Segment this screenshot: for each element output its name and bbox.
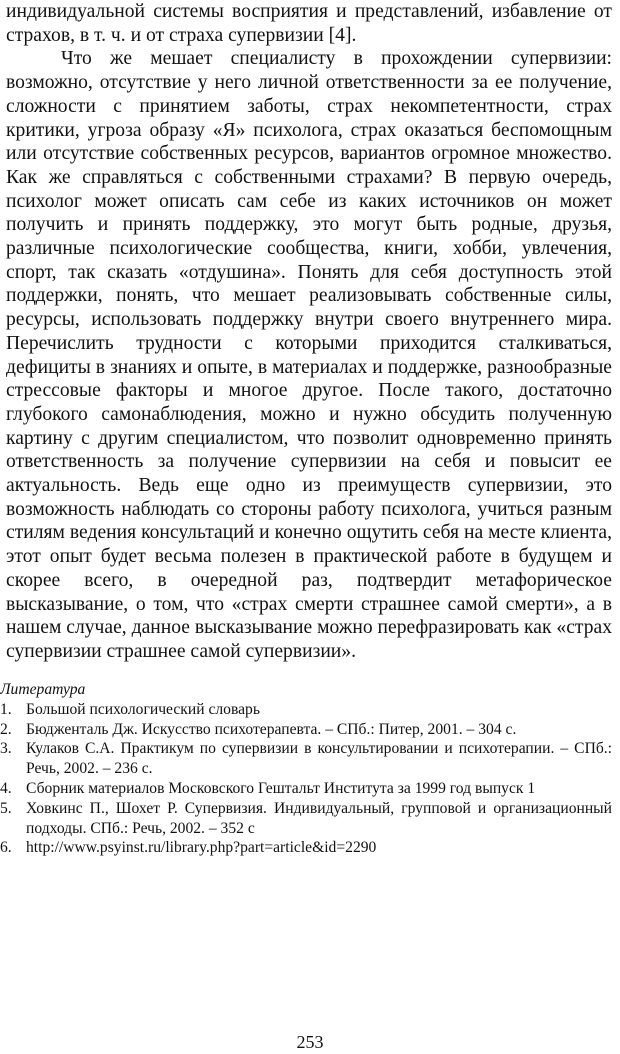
reference-item (0, 779, 612, 799)
reference-number: 2. (0, 720, 12, 738)
reference-item (0, 700, 612, 720)
reference-text: Сборник материалов Московского Гештальт Института за 1999 год выпуск 1 (26, 779, 536, 797)
reference-text: Ховкинс П., Шохет Р. Супервизия. Индивидуальный, групповой и организационный подходы. СПб.: Речь, 2002. – 352 с (26, 799, 612, 837)
reference-url: http://www.psyinst.ru/library.php?part=article&id=2290 (26, 839, 377, 857)
reference-text: Бюдженталь Дж. Искусство психотерапевта. – СПб.: Питер, 2001. – 304 с. (26, 720, 517, 738)
paragraph-supervision-fears: Что же мешает специалисту в прохождении супервизии: возможно, отсутствие у него личной ответственности за ее получение, сложности с принятием заботы, страх некомпетентности, страх критики, угроза образу «Я» психолога, страх оказаться беспомощным или отсутствие собственных ресурсов, вариантов огромное множество. Как же справляться с собственными страхами? В первую очередь, психолог может описать сам себе из каких источников он может получить и принять поддержку, это могут быть родные, друзья, различные психологические сообщества, книги, хобби, увлечения, спорт, так сказать «отдушина». Понять для себя доступность этой поддержки, понять, что мешает реализовывать собственные силы, ресурсы, использовать поддержку внутри своего внутреннего мира. Перечислить трудности с которыми приходится сталкиваться, дефициты в знаниях и опыте, в материалах и поддержке, разнообразные стрессовые факторы и многое другое. После такого, достаточно глубокого самонаблюдения, можно и нужно обсудить полученную картину с другим специалистом, что позволит одновременно принять ответственность за получение супервизии на себя и повысит ее актуальность. Ведь еще одно из преимуществ супервизии, это возможность наблюдать со стороны работу психолога, учиться разным стилям ведения консультаций и конечно ощутить себя на месте клиента, этот опыт будет весьма полезен в практической работе в будущем и скорее всего, в очередной раз, подтвердит метафорическое высказывание, о том, что «страх смерти страшнее самой смерти», а в нашем случае, данное высказывание можно перефразировать как «страх супервизии страшнее самой супервизии». (6, 48, 612, 662)
reference-item (0, 720, 612, 740)
reference-text: Кулаков С.А. Практикум по супервизии в консультировании и психотерапии. – СПб.: Речь, 2002. – 236 с. (26, 740, 612, 778)
reference-number: 5. (0, 799, 12, 817)
reference-number: 6. (0, 839, 12, 857)
reference-item (0, 739, 612, 779)
reference-number: 4. (0, 779, 12, 797)
page-number: 253 (296, 1032, 324, 1052)
references-section (0, 680, 612, 858)
paragraph-continuation: индивидуальной системы восприятия и представлений, избавление от страхов, в т. ч. и от страха супервизии [4]. (6, 1, 612, 46)
reference-text: Большой психологический словарь (26, 700, 260, 718)
body-text (6, 0, 612, 664)
reference-number: 1. (0, 700, 12, 718)
references-title: Литература (0, 681, 86, 698)
references-list (0, 700, 612, 858)
reference-item (0, 838, 612, 858)
reference-number: 3. (0, 740, 12, 758)
reference-item (0, 799, 612, 839)
